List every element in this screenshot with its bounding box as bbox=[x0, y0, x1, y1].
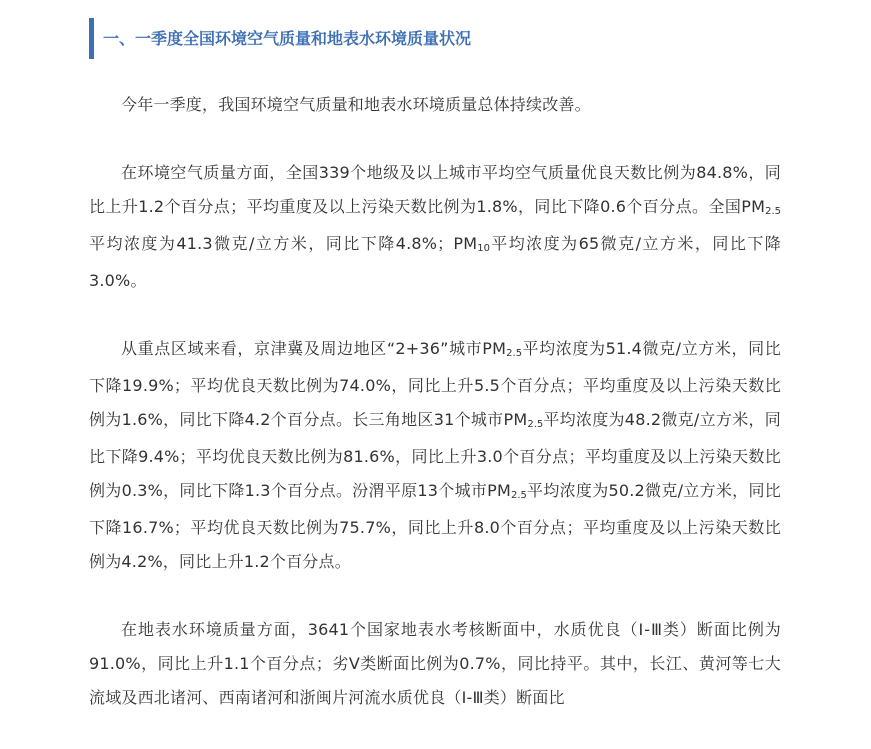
paragraph-text: 平均浓度为65微克/立方米，同比下降3.0%。 bbox=[89, 234, 781, 290]
section-header bbox=[89, 18, 789, 59]
paragraph-text: 从重点区域来看，京津冀及周边地区“2+36”城市PM bbox=[121, 339, 507, 358]
article-body bbox=[89, 88, 781, 749]
paragraph-key-regions bbox=[89, 332, 781, 579]
subscript: 2.5 bbox=[765, 206, 781, 217]
subscript: 10 bbox=[477, 243, 490, 254]
paragraph-text: 平均浓度为51.4微克/立方米，同比下降19.9%；平均优良天数比例为74.0%，同比上升5.5个百分点；平均重度及以上污染天数比例为1.6%，同比下降4.2个百分点。长三角地区31个城市PM bbox=[89, 339, 781, 429]
paragraph-surface-water bbox=[89, 613, 781, 715]
section-title: 一、一季度全国环境空气质量和地表水环境质量状况 bbox=[103, 29, 472, 48]
section-accent-bar bbox=[89, 18, 94, 59]
paragraph-text: 在环境空气质量方面，全国339个地级及以上城市平均空气质量优良天数比例为84.8%，同比上升1.2个百分点；平均重度及以上污染天数比例为1.8%，同比下降0.6个百分点。全国PM bbox=[89, 163, 781, 216]
paragraph-air-quality bbox=[89, 156, 781, 298]
paragraph-text: 平均浓度为41.3微克/立方米，同比下降4.8%；PM bbox=[89, 234, 478, 253]
subscript: 2.5 bbox=[506, 348, 523, 359]
subscript: 2.5 bbox=[511, 490, 527, 501]
paragraph-text: 平均浓度为48.2微克/立方米，同比下降9.4%；平均优良天数比例为81.6%，同比上升3.0个百分点；平均重度及以上污染天数比例为0.3%，同比下降1.3个百分点。汾渭平原13个城市PM bbox=[89, 410, 781, 500]
subscript: 2.5 bbox=[527, 419, 544, 430]
paragraph-text: 在地表水环境质量方面，3641个国家地表水考核断面中，水质优良（Ⅰ-Ⅲ类）断面比例为91.0%，同比上升1.1个百分点；劣Ⅴ类断面比例为0.7%，同比持平。其中，长江、黄河等七大流域及西北诸河、西南诸河和浙闽片河流水质优良（Ⅰ-Ⅲ类）断面比 bbox=[89, 620, 781, 707]
paragraph-text: 今年一季度，我国环境空气质量和地表水环境质量总体持续改善。 bbox=[121, 95, 591, 114]
paragraph-summary bbox=[89, 88, 781, 122]
paragraph-text: 平均浓度为50.2微克/立方米，同比下降16.7%；平均优良天数比例为75.7%，同比上升8.0个百分点；平均重度及以上污染天数比例为4.2%，同比上升1.2个百分点。 bbox=[89, 481, 781, 571]
